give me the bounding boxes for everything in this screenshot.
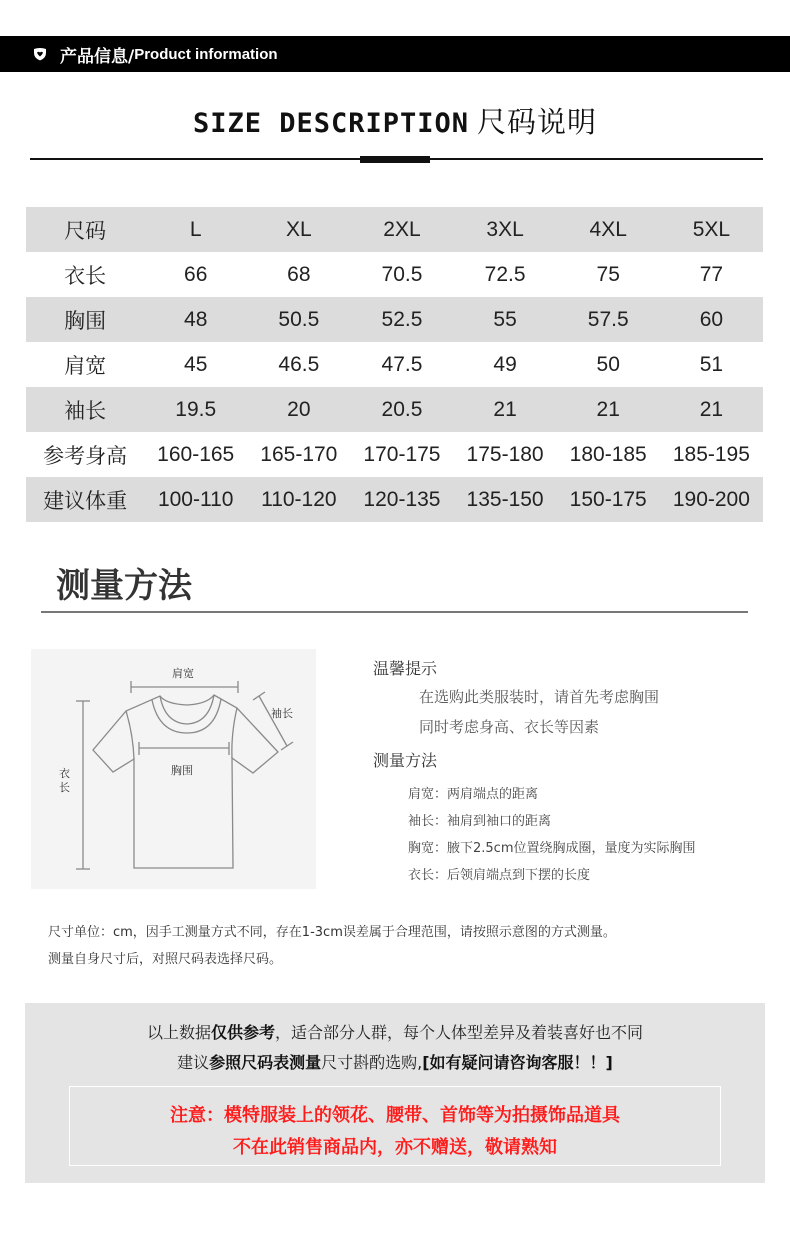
table-row-weight bbox=[26, 477, 763, 522]
table-cell: L bbox=[144, 207, 247, 252]
table-cell: 110-120 bbox=[247, 477, 350, 522]
disclaimer-box bbox=[25, 1003, 765, 1183]
diagram-label-shoulder: 肩宽 bbox=[172, 667, 194, 680]
table-cell: 150-175 bbox=[557, 477, 660, 522]
table-row-height bbox=[26, 432, 763, 477]
disclaimer-line-2 bbox=[25, 1050, 765, 1073]
measure-method-title: 测量方法 bbox=[56, 566, 192, 606]
table-cell: 170-175 bbox=[363, 442, 441, 466]
table-cell: 120-135 bbox=[350, 477, 453, 522]
table-cell: 66 bbox=[184, 262, 208, 286]
row-label: 衣长 bbox=[64, 263, 107, 288]
row-label: 胸围 bbox=[26, 297, 144, 342]
method-line: 衣长：后领肩端点到下摆的长度 bbox=[408, 868, 591, 883]
method-line: 肩宽：两肩端点的距离 bbox=[408, 787, 539, 802]
table-cell: 60 bbox=[660, 297, 763, 342]
text: 尺寸斟酌选购, bbox=[321, 1053, 423, 1072]
method-heading: 测量方法 bbox=[373, 751, 438, 770]
table-cell: 5XL bbox=[660, 207, 763, 252]
table-row-sleeve bbox=[26, 387, 763, 432]
table-cell: 72.5 bbox=[484, 262, 526, 286]
diagram-label-chest: 胸围 bbox=[171, 764, 193, 777]
diagram-label-length-1: 衣 bbox=[59, 767, 70, 780]
table-cell: 77 bbox=[699, 262, 724, 286]
method-line: 胸宽：腋下2.5cm位置绕胸成圈，量度为实际胸围 bbox=[408, 841, 696, 856]
table-cell: 19.5 bbox=[144, 387, 247, 432]
table-row-chest bbox=[26, 297, 763, 342]
table-cell: 49 bbox=[493, 352, 517, 376]
row-label: 建议体重 bbox=[26, 477, 144, 522]
header-title-en: Product information bbox=[134, 45, 278, 63]
measurement-note: 尺寸单位：cm，因手工测量方式不同，存在1-3cm误差属于合理范围，请按照示意图的方式测量。 bbox=[48, 925, 616, 940]
table-cell: 55 bbox=[454, 297, 557, 342]
tip-line: 同时考虑身高、衣长等因素 bbox=[419, 718, 600, 736]
table-row-size bbox=[26, 207, 763, 252]
row-label: 袖长 bbox=[26, 387, 144, 432]
table-cell: 75 bbox=[596, 262, 620, 286]
shield-heart-icon bbox=[32, 46, 48, 62]
table-cell: 180-185 bbox=[569, 442, 647, 466]
tip-line: 在选购此类服装时，请首先考虑胸围 bbox=[419, 688, 660, 706]
diagram-label-sleeve: 袖长 bbox=[271, 707, 293, 720]
table-cell: 52.5 bbox=[350, 297, 453, 342]
text: 以上数据 bbox=[146, 1023, 211, 1042]
warning-line-1: 注意：模特服装上的领花、腰带、首饰等为拍摄饰品道具 bbox=[170, 1105, 620, 1126]
table-cell: 100-110 bbox=[144, 477, 247, 522]
tshirt-measurement-diagram bbox=[31, 649, 316, 889]
table-cell: 47.5 bbox=[381, 352, 423, 376]
warning-box bbox=[69, 1086, 721, 1166]
row-label: 肩宽 bbox=[64, 353, 107, 378]
table-cell: 46.5 bbox=[278, 352, 320, 376]
size-title-en: SIZE DESCRIPTION bbox=[192, 108, 470, 139]
table-cell: 51 bbox=[699, 352, 724, 376]
divider-accent bbox=[360, 156, 430, 163]
table-cell: 175-180 bbox=[466, 442, 544, 466]
table-cell: 3XL bbox=[454, 207, 557, 252]
table-cell: 45 bbox=[184, 352, 208, 376]
measurement-tips bbox=[373, 656, 696, 891]
tips-heading: 温馨提示 bbox=[373, 659, 438, 678]
table-cell: 135-150 bbox=[454, 477, 557, 522]
method-line: 袖长：袖肩到袖口的距离 bbox=[408, 814, 552, 829]
emphasis-text: 仅供参考 bbox=[210, 1023, 275, 1042]
table-cell: XL bbox=[247, 207, 350, 252]
table-cell: 20 bbox=[247, 387, 350, 432]
table-cell: 48 bbox=[144, 297, 247, 342]
table-cell: 165-170 bbox=[260, 442, 338, 466]
table-cell: 68 bbox=[287, 262, 311, 286]
table-cell: 190-200 bbox=[660, 477, 763, 522]
warning-line-2: 不在此销售商品内，亦不赠送，敬请熟知 bbox=[233, 1137, 557, 1158]
table-cell: 70.5 bbox=[381, 262, 423, 286]
row-label: 尺码 bbox=[26, 207, 144, 252]
table-cell: 57.5 bbox=[557, 297, 660, 342]
size-description-title bbox=[0, 100, 790, 141]
size-title-cn: 尺码说明 bbox=[477, 105, 598, 139]
measure-divider bbox=[41, 611, 748, 613]
table-row-length bbox=[26, 252, 763, 297]
table-cell: 160-165 bbox=[157, 442, 235, 466]
header-title-cn: 产品信息/ bbox=[60, 46, 135, 67]
diagram-label-length-2: 长 bbox=[59, 781, 70, 794]
text: 建议 bbox=[177, 1053, 210, 1072]
table-cell: 21 bbox=[557, 387, 660, 432]
table-cell: 50.5 bbox=[247, 297, 350, 342]
text: ，适合部分人群，每个人体型差异及着装喜好也不同 bbox=[275, 1023, 644, 1042]
measurement-note: 测量自身尺寸后，对照尺码表选择尺码。 bbox=[48, 952, 283, 967]
contact-service-text: [如有疑问请咨询客服！！] bbox=[422, 1053, 613, 1072]
table-cell: 21 bbox=[454, 387, 557, 432]
table-row-shoulder bbox=[26, 342, 763, 387]
disclaimer-line-1 bbox=[25, 1020, 765, 1043]
size-table bbox=[26, 207, 763, 522]
table-cell: 2XL bbox=[350, 207, 453, 252]
product-info-header bbox=[0, 36, 790, 72]
emphasis-text: 参照尺码表测量 bbox=[209, 1053, 322, 1072]
table-cell: 20.5 bbox=[350, 387, 453, 432]
row-label: 参考身高 bbox=[43, 443, 128, 468]
table-cell: 21 bbox=[660, 387, 763, 432]
table-cell: 185-195 bbox=[672, 442, 750, 466]
table-cell: 4XL bbox=[557, 207, 660, 252]
table-cell: 50 bbox=[596, 352, 620, 376]
